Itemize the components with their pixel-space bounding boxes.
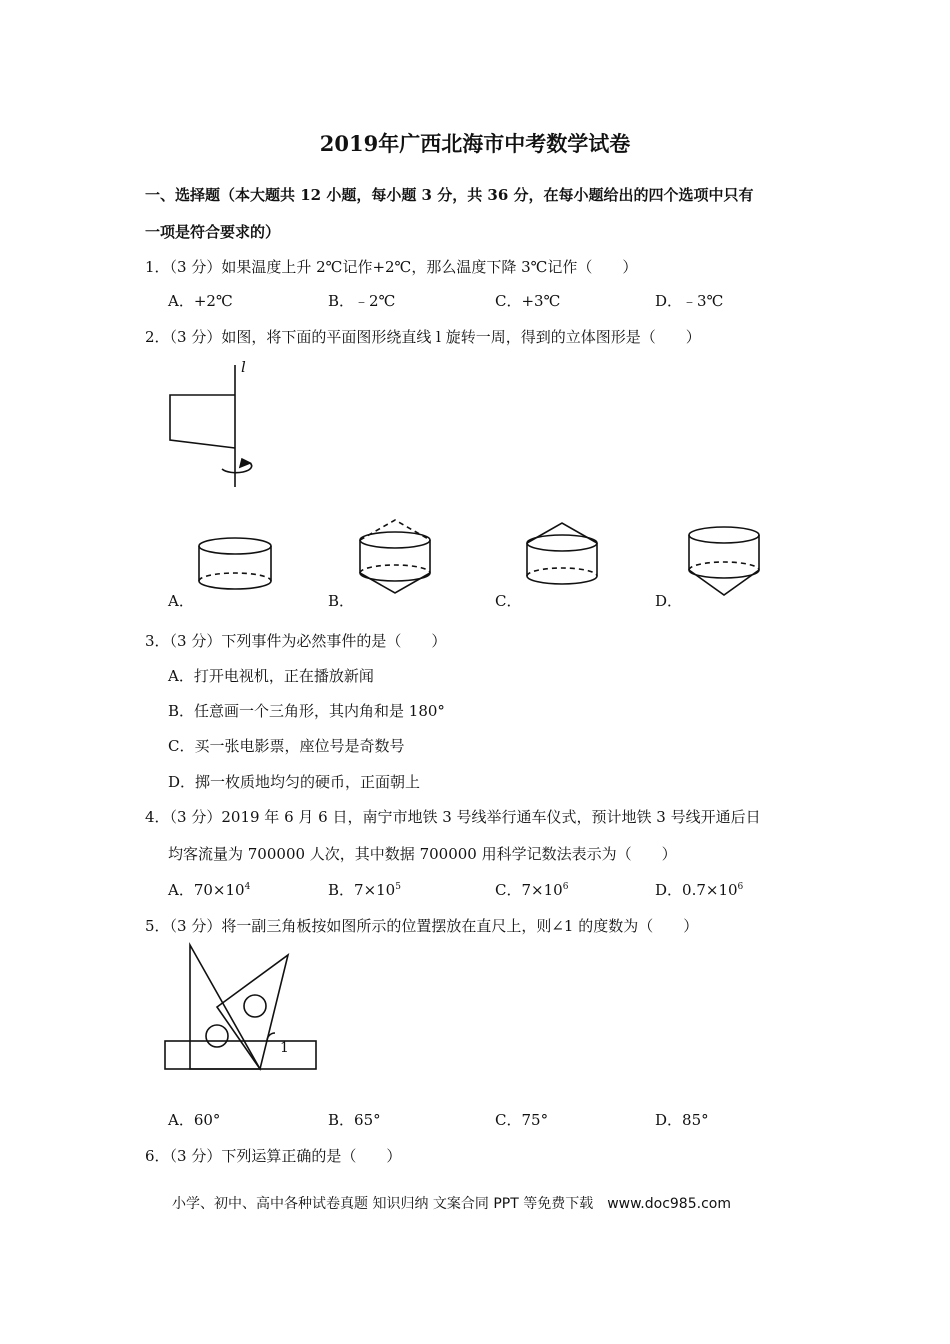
question-2-solid-c (522, 518, 604, 600)
question-3-option-c: C．买一张电影票，座位号是奇数号 (168, 737, 405, 755)
question-5-option-a: A．60° (168, 1111, 221, 1129)
question-5-option-d: D．85° (655, 1111, 709, 1129)
question-2-stem: 2．（3 分）如图，将下面的平面图形绕直线 l 旋转一周，得到的立体图形是（ ） (145, 328, 701, 346)
question-4-option-b: B．$7\times 10^5$ (328, 881, 401, 899)
question-5-triangles-figure (160, 940, 325, 1075)
question-2-solid-a (195, 535, 277, 595)
question-4-option-d: D．$0.7\times 10^6$ (655, 881, 744, 899)
question-5-option-b: B．65° (328, 1111, 381, 1129)
question-2-plane-figure (160, 355, 270, 495)
question-2-option-a: A． (168, 592, 194, 610)
question-3-option-d: D．掷一枚质地均匀的硬币，正面朝上 (168, 773, 421, 791)
section-heading-line2: 一项是符合要求的） (145, 223, 281, 241)
question-4-stem: 4．（3 分）2019 年 6 月 6 日，南宁市地铁 3 号线举行通车仪式，预计地铁 3 号线开通后日 (145, 808, 761, 826)
axis-label-l: l (241, 358, 246, 376)
question-2-solid-b (355, 515, 437, 597)
question-2-option-d: D． (655, 592, 683, 610)
question-3-option-b: B．任意画一个三角形，其内角和是 180° (168, 702, 445, 720)
question-4-stem-line2: 均客流量为 700000 人次，其中数据 700000 用科学记数法表示为（ ） (168, 845, 677, 863)
question-2-option-c: C． (495, 592, 522, 610)
question-5-stem: 5．（3 分）将一副三角板按如图所示的位置摆放在直尺上，则∠1 的度数为（ ） (145, 917, 699, 935)
question-1-stem: 1．（3 分）如果温度上升 2℃记作+2℃，那么温度下降 3℃记作（ ） (145, 258, 638, 276)
question-1-option-d: D．﹣3℃ (655, 292, 724, 310)
question-1-option-b: B．﹣2℃ (328, 292, 396, 310)
question-6-stem: 6．（3 分）下列运算正确的是（ ） (145, 1147, 402, 1165)
question-4-option-c: C．$7\times 10^6$ (495, 881, 569, 899)
question-1-option-a: A．+2℃ (168, 292, 233, 310)
question-4-option-a: A．$70\times 10^4$ (168, 881, 251, 899)
section-heading-line1: 一、选择题（本大题共 12 小题，每小题 3 分，共 36 分，在每小题给出的四个选项中只有 (145, 186, 754, 204)
page-title: 2019年广西北海市中考数学试卷 (319, 131, 631, 156)
question-1-option-c: C．+3℃ (495, 292, 561, 310)
question-2-option-b: B． (328, 592, 355, 610)
question-3-option-a: A．打开电视机，正在播放新闻 (168, 667, 374, 685)
question-3-stem: 3．（3 分）下列事件为必然事件的是（ ） (145, 632, 447, 650)
page-footer: 小学、初中、高中各种试卷真题 知识归纳 文案合同 PPT 等免费下载 www.doc985.com (172, 1196, 731, 1212)
question-2-solid-d (684, 520, 766, 602)
question-5-option-c: C．75° (495, 1111, 549, 1129)
angle-1-label: 1 (280, 1040, 289, 1056)
